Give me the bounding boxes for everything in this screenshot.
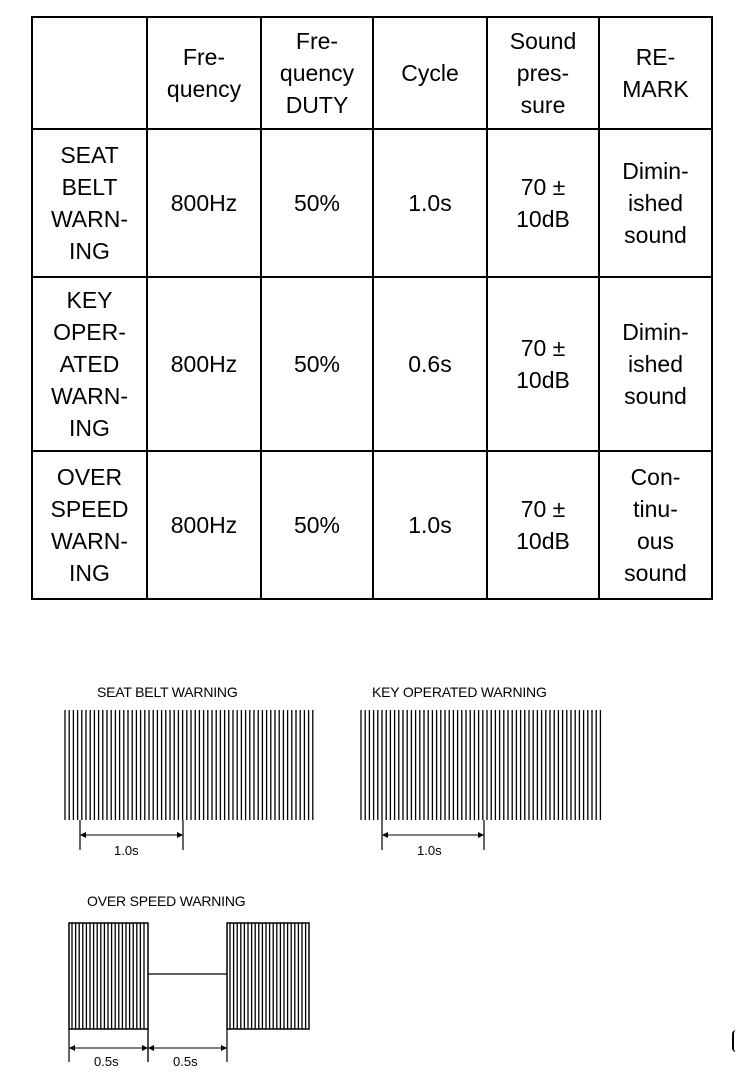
header-cell-sound-pressure: Sound pres- sure — [487, 17, 599, 129]
cell-sound-pressure: 70 ± 10dB — [487, 451, 599, 599]
cell-cycle: 1.0s — [373, 129, 487, 277]
dimension-arrow — [177, 832, 183, 838]
cell-frequency: 800Hz — [147, 129, 261, 277]
cell-duty: 50% — [261, 129, 373, 277]
cell-remark: Con- tinu- ous sound — [599, 451, 712, 599]
over-speed-on-label: 0.5s — [94, 1054, 119, 1069]
cell-remark: Dimin- ished sound — [599, 277, 712, 451]
dimension-arrow — [142, 1045, 148, 1051]
cell-sound-pressure: 70 ± 10dB — [487, 129, 599, 277]
key-operated-waveform — [355, 700, 615, 860]
cell-sound-pressure: 70 ± 10dB — [487, 277, 599, 451]
table-row — [32, 129, 712, 277]
table-header-row — [32, 17, 712, 129]
pulse-burst-outline — [227, 923, 309, 1029]
dimension-arrow — [478, 832, 484, 838]
over-speed-diagram-title: OVER SPEED WARNING — [87, 893, 246, 909]
warning-spec-table — [31, 16, 713, 600]
cell-duty: 50% — [261, 451, 373, 599]
cell-cycle: 0.6s — [373, 277, 487, 451]
row-label-seat-belt: SEAT BELT WARN- ING — [32, 129, 147, 277]
header-cell-remark: RE- MARK — [599, 17, 712, 129]
seat-belt-cycle-label: 1.0s — [114, 843, 139, 858]
row-label-over-speed: OVER SPEED WARN- ING — [32, 451, 147, 599]
dimension-arrow — [382, 832, 388, 838]
header-cell-frequency: Fre- quency — [147, 17, 261, 129]
table-row — [32, 451, 712, 599]
cell-frequency: 800Hz — [147, 277, 261, 451]
header-cell-frequency-duty: Fre- quency DUTY — [261, 17, 373, 129]
seat-belt-diagram-title: SEAT BELT WARNING — [97, 684, 238, 700]
cell-remark: Dimin- ished sound — [599, 129, 712, 277]
dimension-arrow — [148, 1045, 154, 1051]
header-cell-blank — [32, 17, 147, 129]
dimension-arrow — [80, 832, 86, 838]
row-label-key-operated: KEY OPER- ATED WARN- ING — [32, 277, 147, 451]
page-edge-mark — [732, 1030, 740, 1052]
cell-duty: 50% — [261, 277, 373, 451]
dimension-arrow — [69, 1045, 75, 1051]
key-operated-diagram-title: KEY OPERATED WARNING — [372, 684, 547, 700]
seat-belt-waveform — [60, 700, 320, 860]
key-operated-cycle-label: 1.0s — [417, 843, 442, 858]
over-speed-off-label: 0.5s — [173, 1054, 198, 1069]
dimension-arrow — [221, 1045, 227, 1051]
table-row — [32, 277, 712, 451]
over-speed-waveform — [60, 915, 320, 1075]
cell-cycle: 1.0s — [373, 451, 487, 599]
cell-frequency: 800Hz — [147, 451, 261, 599]
header-cell-cycle: Cycle — [373, 17, 487, 129]
